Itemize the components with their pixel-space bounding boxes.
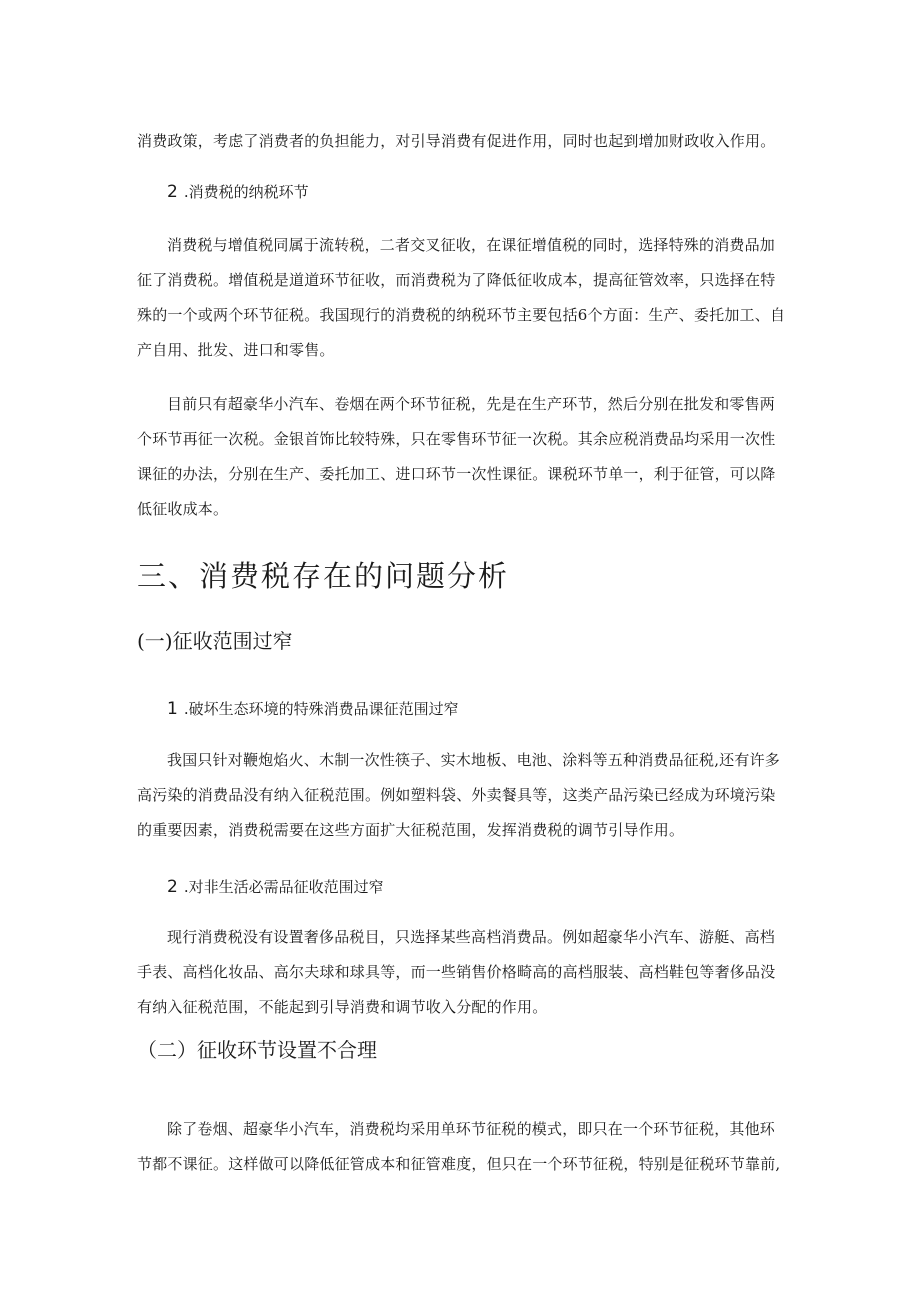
subheading-luxury	[167, 876, 384, 898]
subheading-number: 2	[167, 877, 178, 897]
paragraph-single-link: 除了卷烟、超豪华小汽车，消费税均采用单环节征税的模式，即只在一个环节征税，其他环节都不课征。这样做可以降低征管成本和征管难度，但只在一个环节征税，特别是征税环节靠前,	[137, 1120, 781, 1173]
paragraph-ecology: 我国只针对鞭炮焰火、木制一次性筷子、实木地板、电池、涂料等五种消费品征税,还有许多高污染的消费品没有纳入征税范围。例如塑料袋、外卖餐具等，这类产品污染已经成为环境污染的重要因素，消费税需要在这些方面扩大征税范围，发挥消费税的调节引导作用。	[137, 751, 780, 839]
subheading-number: 2	[167, 182, 178, 202]
subheading-number: 1	[167, 699, 178, 719]
section-heading: 三、消费税存在的问题分析	[137, 559, 510, 593]
paragraph-tax-links: 消费税与增值税同属于流转税，二者交叉征收，在课征增值税的同时，选择特殊的消费品加征了消费税。增值税是道道环节征收，而消费税为了降低征收成本，提高征管效率，只选择在特殊的一个或两个环节征税。我国现行的消费税的纳税环节主要包括6个方面：生产、委托加工、自产自用、批发、进口和零售。	[137, 236, 786, 359]
subsection-heading-links: （二）征收环节设置不合理	[137, 1038, 377, 1062]
paragraph-luxury: 现行消费税没有设置奢侈品税目，只选择某些高档消费品。例如超豪华小汽车、游艇、高档手表、高档化妆品、高尔夫球和球具等，而一些销售价格畸高的高档服装、高档鞋包等奢侈品没有纳入征税范围，不能起到引导消费和调节收入分配的作用。	[137, 928, 776, 1016]
subheading-tax-links	[167, 181, 309, 203]
subsection-heading-scope: (一)征收范围过窄	[137, 629, 293, 653]
subheading-text: .对非生活必需品征收范围过窄	[183, 878, 384, 896]
subheading-text: .消费税的纳税环节	[183, 183, 309, 201]
paragraph-consumption-policy: 消费政策，考虑了消费者的负担能力，对引导消费有促进作用，同时也起到增加财政收入作用。	[137, 132, 776, 150]
paragraph-two-links: 目前只有超豪华小汽车、卷烟在两个环节征税，先是在生产环节，然后分别在批发和零售两个环节再征一次税。金银首饰比较特殊，只在零售环节征一次税。其余应税消费品均采用一次性课征的办法，分别在生产、委托加工、进口环节一次性课征。课税环节单一，利于征管，可以降低征收成本。	[137, 395, 776, 518]
subheading-ecology	[167, 698, 459, 720]
subheading-text: .破坏生态环境的特殊消费品课征范围过窄	[183, 700, 459, 718]
